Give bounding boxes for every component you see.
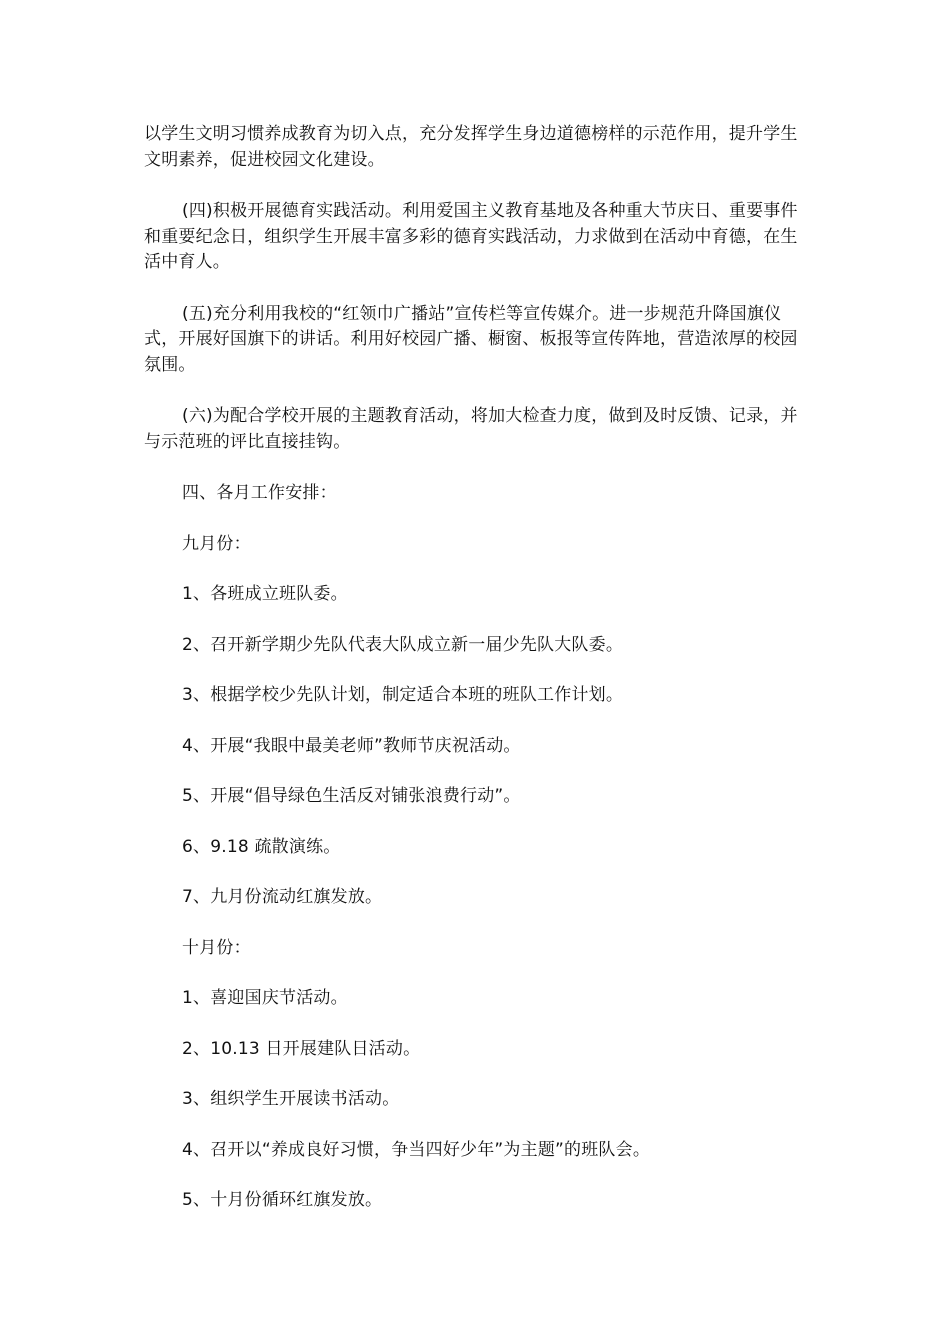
paragraph-moral-role-models: 以学生文明习惯养成教育为切入点，充分发挥学生身边道德榜样的示范作用，提升学生文明素养，促进校园文化建设。	[144, 124, 798, 170]
document-page	[144, 122, 812, 1214]
october-item: 5、十月份循环红旗发放。	[182, 1190, 383, 1210]
september-item: 3、根据学校少先队计划，制定适合本班的班队工作计划。	[182, 685, 624, 705]
october-item: 1、喜迎国庆节活动。	[182, 988, 348, 1008]
paragraph-practice-activities: (四)积极开展德育实践活动。利用爱国主义教育基地及各种重大节庆日、重要事件和重要纪念日，组织学生开展丰富多彩的德育实践活动，力求做到在活动中育德，在生活中育人。	[144, 201, 798, 272]
october-item: 3、组织学生开展读书活动。	[182, 1089, 400, 1109]
september-item: 6、9.18 疏散演练。	[182, 836, 341, 857]
october-item: 2、10.13 日开展建队日活动。	[182, 1038, 421, 1059]
october-item: 4、召开以“养成良好习惯，争当四好少年”为主题”的班队会。	[182, 1139, 651, 1160]
september-item: 1、各班成立班队委。	[182, 584, 348, 604]
paragraph-publicity-media: (五)充分利用我校的“红领巾广播站”宣传栏等宣传媒介。进一步规范升降国旗仪式，开展好国旗下的讲话。利用好校园广播、橱窗、板报等宣传阵地，营造浓厚的校园氛围。	[144, 303, 798, 375]
september-item: 7、九月份流动红旗发放。	[182, 887, 383, 907]
paragraph-inspection: (六)为配合学校开展的主题教育活动，将加大检查力度，做到及时反馈、记录，并与示范班的评比直接挂钩。	[144, 406, 798, 452]
section-heading-monthly-plan: 四、各月工作安排：	[182, 483, 337, 503]
september-item: 5、开展“倡导绿色生活反对铺张浪费行动”。	[182, 786, 521, 806]
september-item: 4、开展“我眼中最美老师”教师节庆祝活动。	[182, 735, 521, 756]
september-heading: 九月份：	[182, 533, 251, 554]
september-item: 2、召开新学期少先队代表大队成立新一届少先队大队委。	[182, 634, 624, 655]
october-heading: 十月份：	[182, 937, 251, 958]
